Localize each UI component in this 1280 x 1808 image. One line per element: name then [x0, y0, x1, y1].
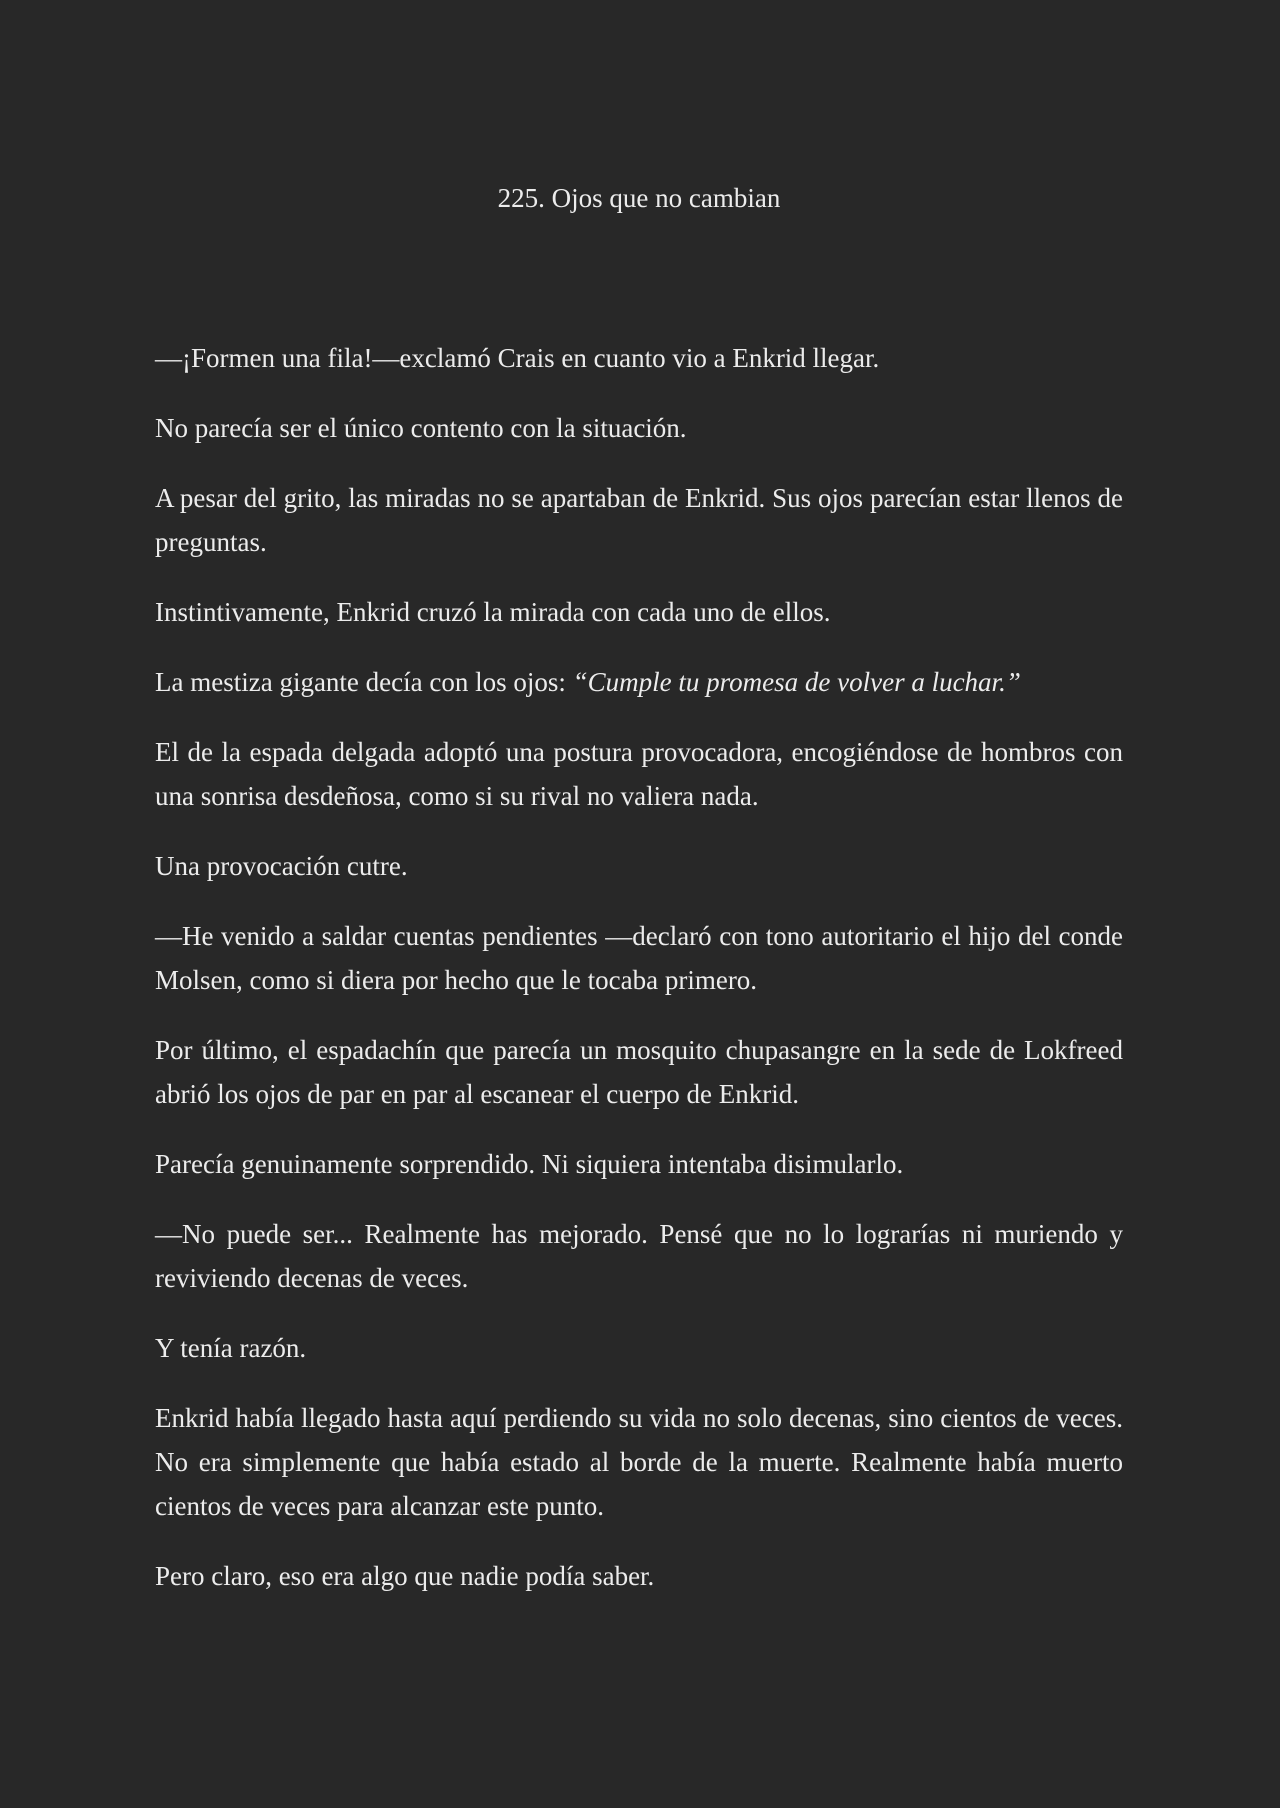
paragraph: Y tenía razón.: [155, 1333, 307, 1363]
paragraph: A pesar del grito, las miradas no se apartaban de Enkrid. Sus ojos parecían estar llenos de preguntas.: [155, 483, 1123, 557]
paragraph: —No puede ser... Realmente has mejorado. Pensé que no lo lograrías ni muriendo y reviviendo decenas de veces.: [155, 1219, 1123, 1293]
paragraph: Enkrid había llegado hasta aquí perdiendo su vida no solo decenas, sino cientos de veces. No era simplemente que había estado al borde de la muerte. Realmente había muerto cientos de veces para alcanzar este punto.: [155, 1403, 1123, 1521]
italic-quote: “Cumple tu promesa de volver a luchar.”: [572, 667, 1021, 697]
paragraph: Pero claro, eso era algo que nadie podía saber.: [155, 1561, 655, 1591]
paragraph: —¡Formen una fila!—exclamó Crais en cuanto vio a Enkrid llegar.: [155, 343, 880, 373]
paragraph: Una provocación cutre.: [155, 851, 408, 881]
chapter-title: 225. Ojos que no cambian: [497, 183, 781, 213]
paragraph: El de la espada delgada adoptó una postura provocadora, encogiéndose de hombros con una sonrisa desdeñosa, como si su rival no valiera nada.: [155, 737, 1123, 811]
chapter-body: [155, 336, 1123, 1624]
paragraph: No parecía ser el único contento con la situación.: [155, 413, 687, 443]
paragraph: Parecía genuinamente sorprendido. Ni siquiera intentaba disimularlo.: [155, 1149, 904, 1179]
paragraph: —He venido a saldar cuentas pendientes —declaró con tono autoritario el hijo del conde Molsen, como si diera por hecho que le tocaba primero.: [155, 921, 1123, 995]
paragraph: La mestiza gigante decía con los ojos: “Cumple tu promesa de volver a luchar.”: [155, 667, 1021, 697]
paragraph: Por último, el espadachín que parecía un mosquito chupasangre en la sede de Lokfreed abrió los ojos de par en par al escanear el cuerpo de Enkrid.: [155, 1035, 1123, 1109]
paragraph: Instintivamente, Enkrid cruzó la mirada con cada uno de ellos.: [155, 597, 831, 627]
